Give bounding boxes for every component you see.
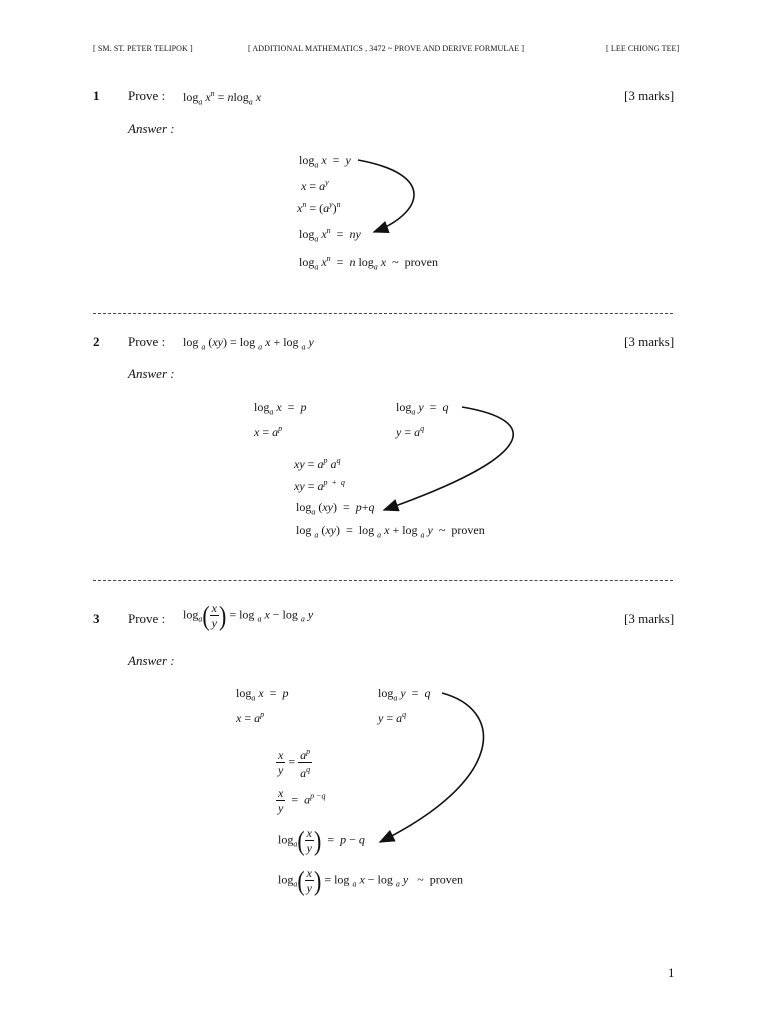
q3-step-1a: $\log_a x = p$	[236, 686, 289, 703]
q2-tilde: ~	[438, 523, 446, 537]
question-2-number: 2	[93, 334, 100, 349]
q2-arrow	[384, 407, 513, 510]
q3-step-5: $\log_a$( $\frac{x}{y}$ ) = p − q	[278, 824, 365, 856]
q2-step-3: xy = $a^p$ $a^q$	[294, 456, 341, 471]
q2-step-6: log $_a$ (xy) = log $_a$ x + log $_a$ y ~ proven	[296, 523, 485, 540]
q1-step-1: $\log_a x = y$	[299, 153, 351, 170]
q1-arrow	[358, 160, 414, 232]
question-3-answer-label: Answer :	[128, 653, 175, 668]
q3-tilde: ~	[417, 872, 424, 887]
question-2-statement: log $_a$ (xy) = log $_a$ x + log $_a$ y	[183, 335, 314, 352]
q3-step-4: $\frac{x}{y}$ = $a^{p -q}$	[278, 786, 326, 815]
q2-step-5: $\log_a (xy) = p+q$	[296, 500, 375, 517]
q2-proven: proven	[451, 523, 485, 537]
q1-step-5: $\log_a x^n = n$ $\log_a x$ ~ proven	[299, 254, 438, 272]
q1-step-2: $x = a^y$	[301, 178, 329, 193]
q2-step-4: xy = $a^{p + q}$	[294, 478, 345, 493]
q3-step-3: $\frac{x}{y}$ = $\frac{a^p}{a^q}$	[278, 747, 311, 780]
q3-arrow	[380, 693, 483, 842]
question-1-number: 1	[93, 88, 100, 103]
question-1-answer-label: Answer :	[128, 121, 175, 136]
q2-step-1a: $\log_a x = p$	[254, 400, 307, 417]
header-subject: [ ADDITIONAL MATHEMATICS , 3472 ~ PROVE AND DERIVE FORMULAE ]	[248, 44, 525, 53]
q2-step-2a: $x = a^p$	[254, 424, 283, 439]
page-number: 1	[668, 965, 675, 980]
question-3-statement: $\log_a$( $\frac{x}{y}$ ) = log $_a$ x − log $_a$ y	[183, 599, 314, 631]
q2-step-2b: $y = a^q$	[396, 424, 425, 439]
q3-proven: proven	[429, 872, 464, 887]
question-2-marks: [3 marks]	[624, 334, 675, 349]
question-3-number: 3	[93, 611, 100, 626]
q3-step-2b: $y = a^q$	[378, 710, 407, 725]
q1-proven: proven	[404, 255, 438, 269]
q2-step-1b: $\log_a y = q$	[396, 400, 449, 417]
q3-step-2a: $x = a^p$	[236, 710, 265, 725]
q1-tilde: ~	[392, 255, 399, 269]
question-2-answer-label: Answer :	[128, 366, 175, 381]
header-school: [ SM. ST. PETER TELIPOK ]	[93, 44, 193, 53]
header-author: [ LEE CHIONG TEE]	[606, 44, 680, 53]
q3-step-6: $\log_a$( $\frac{x}{y}$ ) = log $_a$ x − log $_a$ y ~ proven	[278, 864, 464, 896]
question-1-prove-label: Prove :	[128, 88, 166, 103]
question-1-marks: [3 marks]	[624, 88, 675, 103]
question-2-prove-label: Prove :	[128, 334, 166, 349]
question-3-prove-label: Prove :	[128, 611, 166, 626]
q3-step-1b: $\log_a y = q$	[378, 686, 431, 703]
question-1-statement: $\log_a x^n = nlog_a$ x	[183, 89, 262, 107]
q1-step-4: $\log_a x^n$ = ny	[299, 226, 361, 244]
question-3-marks: [3 marks]	[624, 611, 675, 626]
q1-step-3: $x^n = (a^y)^n$	[297, 200, 341, 215]
